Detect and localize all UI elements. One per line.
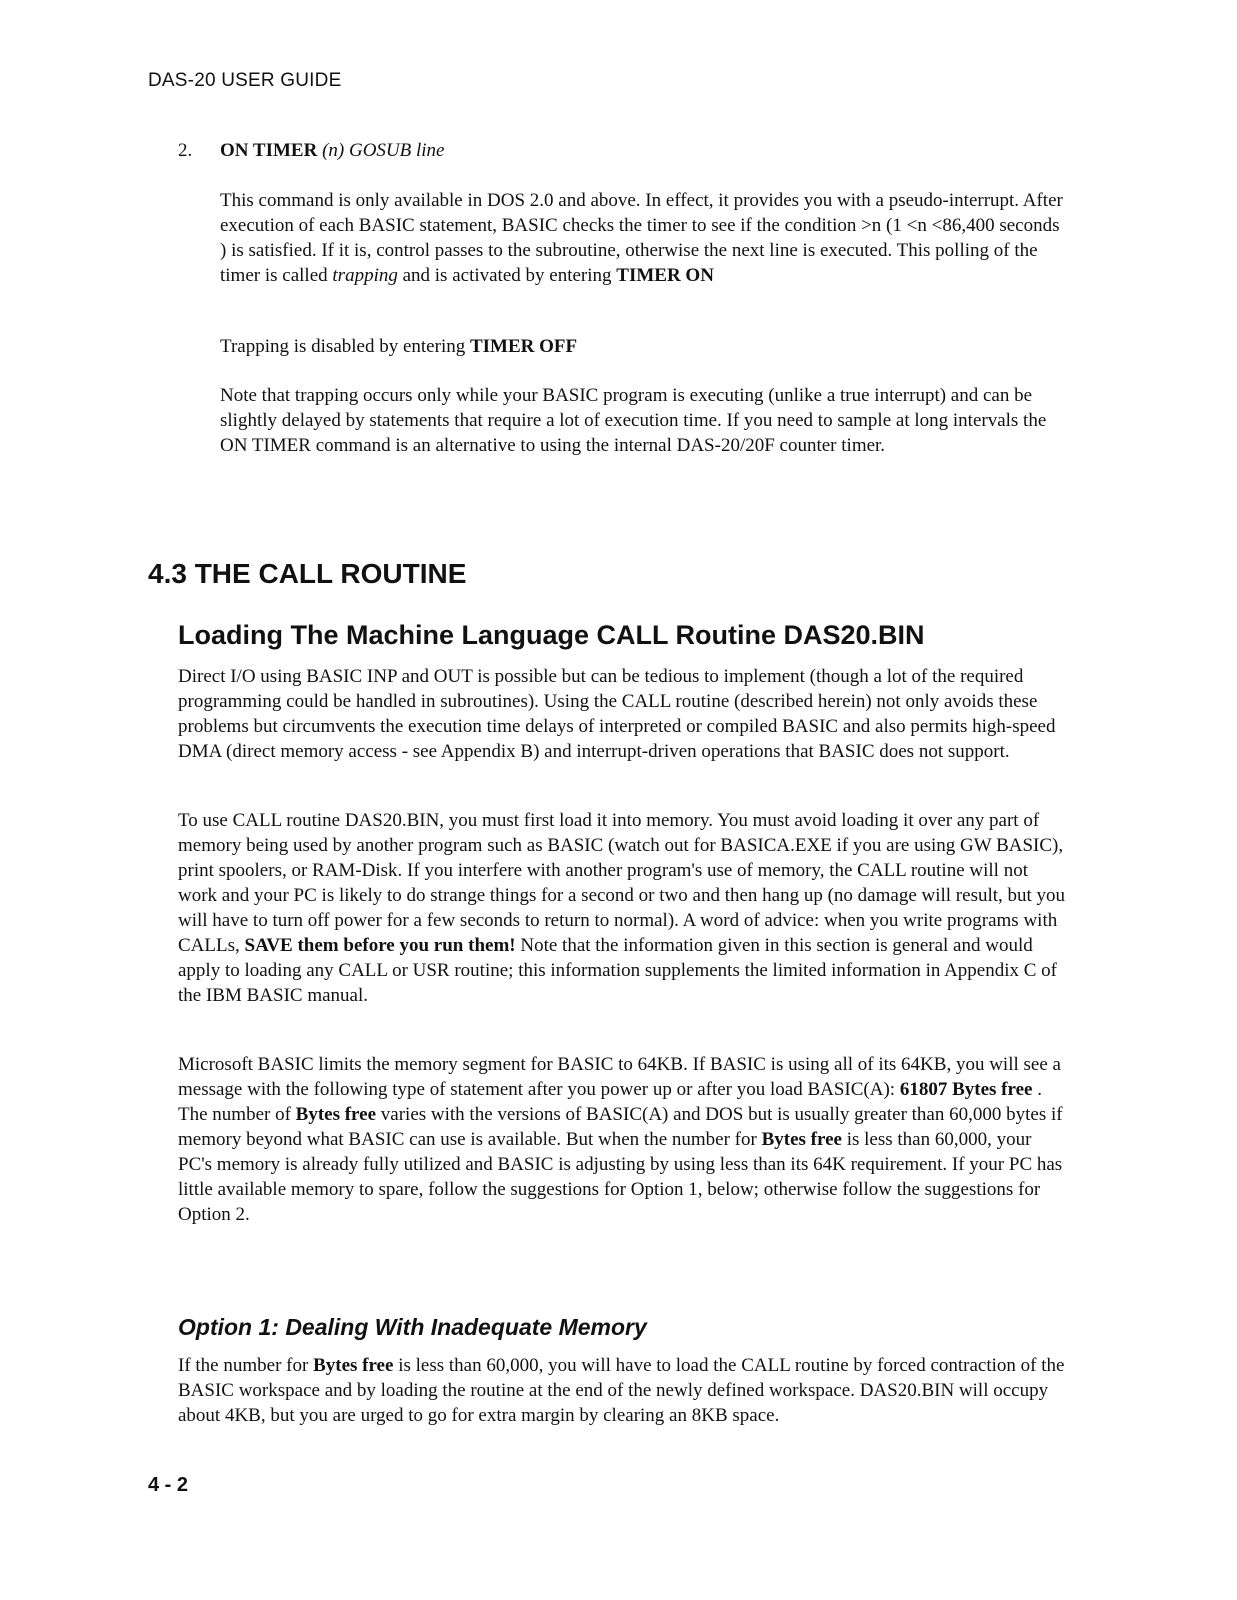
trapping-disabled-paragraph: Trapping is disabled by entering TIMER OFF <box>220 336 578 357</box>
direct-io-paragraph: Direct I/O using BASIC INP and OUT is possible but can be tedious to implement (though a lot of the required programming could be handled in subroutines). Using the CALL routine (described herein) not only avoids these problems but circumvents the execution time delays of interpreted or compiled BASIC and also permits high-speed DMA (direct memory access - see Appendix B) and interrupt-driven operations that BASIC does not support. <box>178 666 1056 762</box>
subsection-heading: Loading The Machine Language CALL Routine DAS20.BIN <box>178 620 925 650</box>
command-keyword: ON TIMER <box>220 140 318 161</box>
timer-off-keyword: TIMER OFF <box>469 336 578 357</box>
bytes-free-example: 61807 Bytes free <box>899 1079 1033 1100</box>
trapping-term: trapping <box>332 265 398 286</box>
timer-on-keyword: TIMER ON <box>616 265 714 286</box>
page-number: 4 - 2 <box>148 1474 189 1496</box>
timer-description-paragraph: This command is only available in DOS 2.0 and above. In effect, it provides you with a pseudo-interrupt. After execution of each BASIC statement, BASIC checks the timer to see if the condition >n (1 <n <86,400 seconds ) is satisfied. If it is, control passes to the subroutine, otherwise the next line is executed. This polling of the timer is called trapping and is activated by entering TIMER ON <box>220 190 1063 286</box>
bytes-free-term: Bytes free <box>761 1129 842 1150</box>
list-item-number: 2. <box>178 140 193 161</box>
command-arguments: (n) GOSUB line <box>317 140 445 161</box>
bytes-free-term: Bytes free <box>313 1355 394 1376</box>
option1-heading: Option 1: Dealing With Inadequate Memory <box>178 1314 647 1340</box>
loading-call-paragraph: To use CALL routine DAS20.BIN, you must first load it into memory. You must avoid loading it over any part of memory being used by another program such as BASIC (watch out for BASICA.EXE if you are using GW BASIC), print spoolers, or RAM-Disk. If you interfere with another program's use of memory, the CALL routine will not work and your PC is likely to do strange things for a second or two and then hang up (no damage will result, but you will have to turn off power for a few seconds to return to normal). A word of advice: when you write programs with CALLs, SAVE them before you run them! Note that the information given in this section is general and would apply to loading any CALL or USR routine; this information supplements the limited information in Appendix C of the IBM BASIC manual. <box>178 810 1066 1006</box>
running-header: DAS-20 USER GUIDE <box>148 70 342 91</box>
bytes-free-term: Bytes free <box>295 1104 377 1125</box>
trapping-note-paragraph: Note that trapping occurs only while your BASIC program is executing (unlike a true interrupt) and can be slightly delayed by statements that require a lot of execution time. If you need to sample at long intervals the ON TIMER command is an alternative to using the internal DAS-20/20F counter timer. <box>220 385 1047 456</box>
memory-limits-paragraph: Microsoft BASIC limits the memory segment for BASIC to 64KB. If BASIC is using all of its 64KB, you will see a message with the following type of statement after you power up or after you load BASIC(A): 61807 Bytes free . The number of Bytes free varies with the versions of BASIC(A) and DOS but is usually greater than 60,000 bytes if memory beyond what BASIC can use is available. But when the number for Bytes free is less than 60,000, your PC's memory is already fully utilized and BASIC is adjusting by using less than its 64K requirement. If your PC has little available memory to spare, follow the suggestions for Option 1, below; otherwise follow the suggestions for Option 2. <box>178 1054 1063 1225</box>
option1-paragraph: If the number for Bytes free is less than 60,000, you will have to load the CALL routine by forced contraction of the BASIC workspace and by loading the routine at the end of the newly defined workspace. DAS20.BIN will occupy about 4KB, but you are urged to go for extra margin by clearing an 8KB space. <box>178 1355 1065 1426</box>
command-syntax <box>220 140 444 162</box>
section-heading: 4.3 THE CALL ROUTINE <box>148 558 467 589</box>
save-advice-bold: SAVE them before you run them! <box>244 935 516 956</box>
